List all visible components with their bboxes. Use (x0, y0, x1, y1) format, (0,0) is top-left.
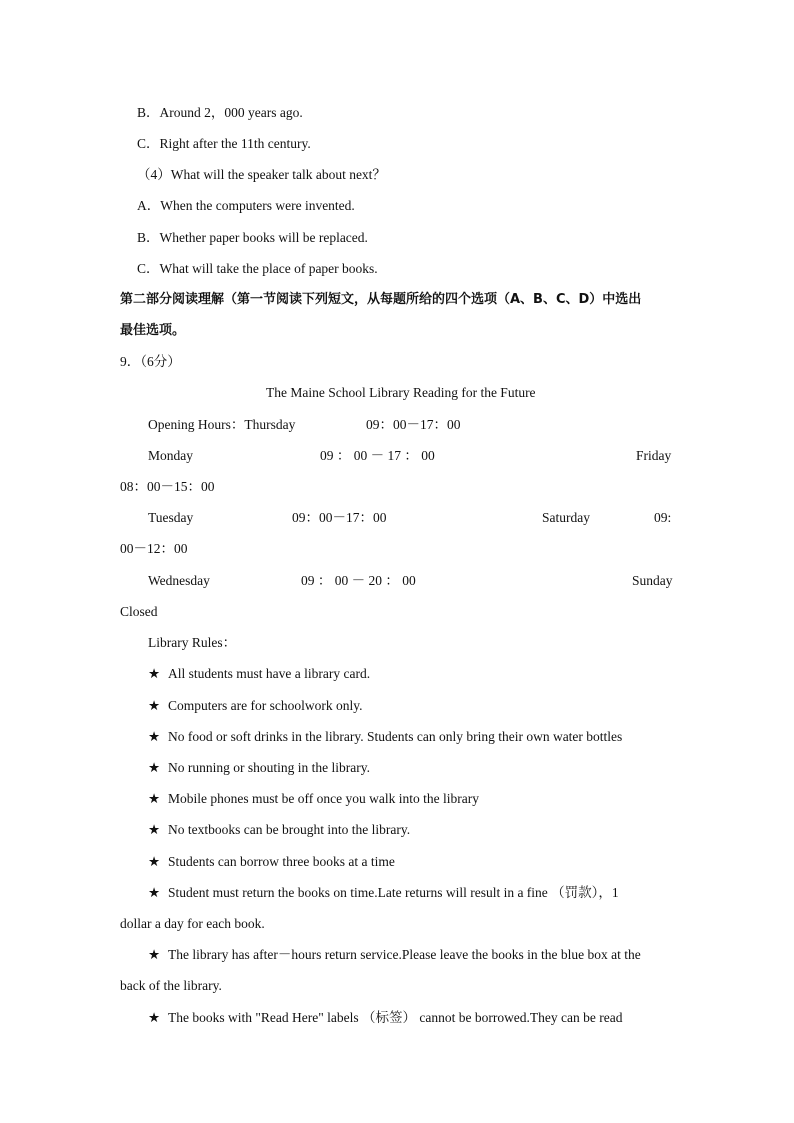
thursday-time: 09：00－17：00 (366, 417, 461, 432)
opening-hours-label: Opening Hours：Thursday (148, 417, 296, 432)
monday-label: Monday (148, 448, 193, 463)
rule-text: The books with "Read Here" labels （标签） cannot be borrowed.They can be read (168, 1010, 623, 1025)
friday-time: 08：00－15：00 (120, 479, 215, 494)
wednesday-label: Wednesday (148, 573, 210, 588)
rule-text: No textbooks can be brought into the library. (168, 822, 411, 837)
star-icon: ★ (148, 698, 161, 713)
passage-title: The Maine School Library Reading for the Future (266, 385, 536, 400)
wednesday-time: 09 ： 00 － 20 ： 00 (301, 573, 416, 588)
library-rules-label: Library Rules： (148, 635, 237, 650)
star-icon: ★ (148, 822, 161, 837)
q4-option-c: C．What will take the place of paper books. (137, 261, 378, 276)
q4-option-b: B．Whether paper books will be replaced. (137, 230, 368, 245)
star-icon: ★ (148, 947, 161, 962)
rule-item (148, 728, 622, 746)
star-icon: ★ (148, 854, 161, 869)
star-icon: ★ (148, 666, 161, 681)
q4-option-a: A．When the computers were invented. (137, 198, 355, 213)
rule-text: All students must have a library card. (168, 666, 371, 681)
star-icon: ★ (148, 1010, 161, 1025)
rule-item (148, 665, 370, 683)
section-heading-line1: 第二部分阅读理解（第一节阅读下列短文，从每题所给的四个选项（A、B、C、D）中选出 (120, 292, 642, 307)
rule-text: No food or soft drinks in the library. Students can only bring their own water bottles (168, 729, 623, 744)
rule-item-9 (148, 946, 641, 964)
rule-text-continued: back of the library. (120, 978, 222, 993)
rule-text: Mobile phones must be off once you walk into the library (168, 791, 479, 806)
saturday-time-start: 09: (654, 510, 672, 525)
star-icon: ★ (148, 791, 161, 806)
saturday-label: Saturday (542, 510, 590, 525)
rule-text: Computers are for schoolwork only. (168, 698, 363, 713)
rule-text: Students can borrow three books at a time (168, 854, 395, 869)
tuesday-label: Tuesday (148, 510, 194, 525)
section-heading-line2: 最佳选项。 (120, 323, 186, 338)
rule-item (148, 821, 410, 839)
rule-item (148, 759, 370, 777)
rule-item-8 (148, 884, 619, 902)
q3-option-b: B．Around 2，000 years ago. (137, 105, 303, 120)
saturday-time-end: 00－12：00 (120, 541, 188, 556)
rule-item (148, 790, 479, 808)
rule-item (148, 853, 395, 871)
q9-number: 9．（6分） (120, 354, 181, 369)
sunday-status: Closed (120, 604, 158, 619)
sunday-label: Sunday (632, 573, 673, 588)
rule-text: No running or shouting in the library. (168, 760, 370, 775)
monday-time: 09 ： 00 － 17 ： 00 (320, 448, 435, 463)
rule-text: The library has after－hours return service.Please leave the books in the blue box at the (168, 947, 641, 962)
q3-option-c: C．Right after the 11th century. (137, 136, 311, 151)
star-icon: ★ (148, 885, 161, 900)
friday-label: Friday (636, 448, 672, 463)
rule-text: Student must return the books on time.Late returns will result in a fine （罚款），1 (168, 885, 619, 900)
rule-text-continued: dollar a day for each book. (120, 916, 265, 931)
q4-stem: （4）What will the speaker talk about next？ (137, 167, 386, 182)
rule-item-10 (148, 1009, 623, 1027)
rule-item (148, 697, 362, 715)
star-icon: ★ (148, 760, 161, 775)
tuesday-time: 09：00－17：00 (292, 510, 387, 525)
star-icon: ★ (148, 729, 161, 744)
